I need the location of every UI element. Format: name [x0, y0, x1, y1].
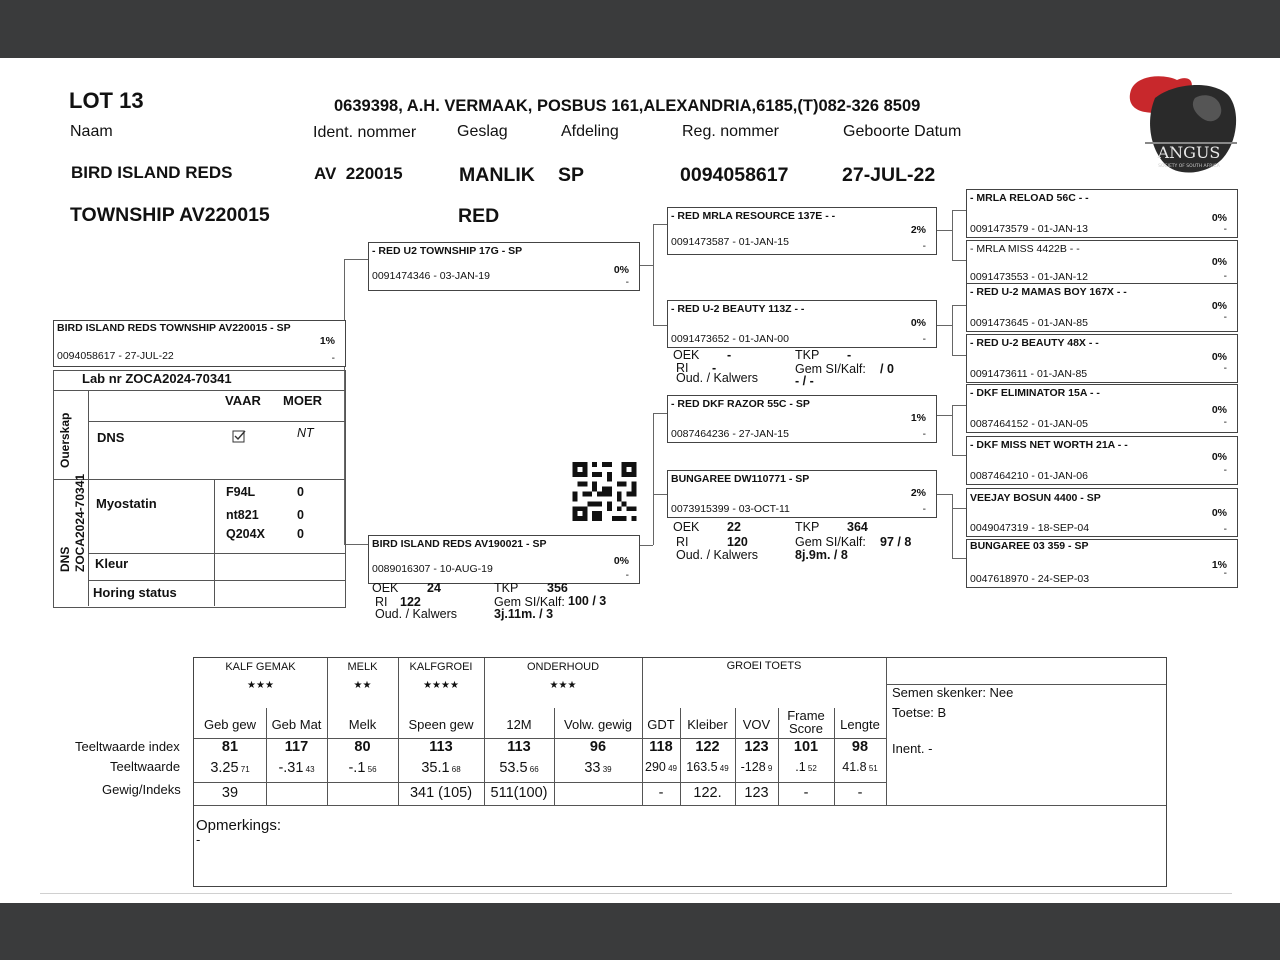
qr-code[interactable]: [572, 462, 637, 521]
connector: [344, 544, 369, 545]
pedigree-dss: [966, 384, 1238, 433]
semen-skenker: Semen skenker: Nee: [892, 685, 1014, 700]
ss-pct: 2%: [910, 224, 926, 236]
dns-moer-value: NT: [297, 426, 314, 440]
col-header: Speen gew: [408, 717, 474, 732]
sd-oud-value: - / -: [795, 374, 814, 388]
col-header: Frame Score: [787, 708, 825, 736]
group-groei: KALFGROEI: [409, 661, 473, 673]
col-divider: [886, 658, 887, 805]
subject-dash: -: [331, 353, 335, 364]
top-bar: [0, 0, 1280, 58]
pedigree-dds: [966, 488, 1238, 537]
row-divider: [194, 805, 1166, 806]
row-divider: [54, 390, 345, 391]
stars-groei: ★★★★: [423, 680, 459, 691]
tw-value: [398, 760, 484, 776]
tw-number: 33: [584, 760, 601, 776]
q204x-label: Q204X: [226, 527, 265, 541]
sire-dash: -: [625, 277, 629, 288]
afdeling-value: SP: [558, 164, 585, 186]
ebv-table: [193, 657, 1167, 887]
sd-tkp-label: TKP: [795, 348, 820, 362]
sd-oek-value: -: [727, 348, 732, 362]
connector: [952, 305, 953, 355]
dam-name: BIRD ISLAND REDS AV190021 - SP: [372, 538, 547, 550]
ddd-pct: 1%: [1211, 559, 1227, 571]
sss-reg: 0091473579 - 01-JAN-13: [970, 223, 1088, 235]
animal-name-line2: TOWNSHIP AV220015: [70, 204, 270, 226]
f94l-value: 0: [297, 485, 304, 499]
dd-ri-label: RI: [676, 535, 689, 549]
index-value: 113: [429, 739, 453, 755]
connector: [936, 325, 952, 326]
dds-name: VEEJAY BOSUN 4400 - SP: [970, 492, 1101, 504]
dss-name: - DKF ELIMINATOR 15A - -: [970, 387, 1100, 399]
dd-ri-value: 120: [727, 535, 748, 549]
connector: [952, 305, 966, 306]
dd-tkp-value: 364: [847, 520, 868, 534]
label-afdeling: Afdeling: [561, 123, 619, 140]
row-divider: [194, 782, 886, 783]
accuracy: 49: [717, 764, 729, 773]
ss-dash: -: [922, 241, 926, 252]
label-ident: Ident. nommer: [313, 124, 417, 141]
tw-value: [778, 760, 834, 774]
dss-dash: -: [1223, 417, 1227, 428]
dns-label: DNS: [97, 430, 125, 445]
index-value: 96: [589, 739, 607, 755]
sdd-reg: 0091473611 - 01-JAN-85: [970, 368, 1088, 380]
subject-name: BIRD ISLAND REDS TOWNSHIP AV220015 - SP: [57, 322, 291, 334]
bottom-bar: [0, 903, 1280, 960]
reg-number: 0094058617: [680, 164, 789, 186]
dss-pct: 0%: [1211, 404, 1227, 416]
dd-gem-value: 97 / 8: [880, 535, 912, 549]
ouerskap-label: Ouerskap: [58, 412, 72, 468]
pedigree-dsd: [966, 436, 1238, 485]
accuracy: 52: [805, 764, 817, 773]
accuracy: 68: [449, 765, 461, 774]
dam-pct: 0%: [613, 555, 629, 567]
dd-oud-value: 8j.9m. / 8: [795, 548, 848, 562]
dd-gem-label: Gem SI/Kalf:: [795, 535, 866, 549]
tw-number: 35.1: [421, 760, 450, 776]
tw-number: 163.5: [686, 760, 718, 774]
sire-reg: 0091474346 - 03-JAN-19: [372, 270, 490, 282]
sd-gem-value: / 0: [880, 362, 894, 376]
connector: [936, 415, 952, 416]
tw-number: -.1: [348, 760, 366, 776]
dam-oud-label: Oud. / Kalwers: [375, 607, 457, 621]
row-divider: [88, 553, 345, 554]
gew-value: 123: [744, 785, 769, 801]
pedigree-ss: [667, 207, 937, 255]
pedigree-ds: [667, 395, 937, 443]
group-onder: ONDERHOUD: [526, 661, 600, 673]
row-divider: [88, 421, 345, 422]
birth-date: 27-JUL-22: [842, 164, 936, 186]
col-divider: [214, 479, 215, 606]
group-kalf: KALF GEMAK: [225, 661, 296, 673]
ssd-dash: -: [1223, 271, 1227, 282]
inent: Inent. -: [892, 741, 933, 756]
tw-number: 3.25: [210, 760, 239, 776]
col-header: Geb Mat: [271, 717, 322, 732]
sss-dash: -: [1223, 224, 1227, 235]
checkbox-icon: [232, 429, 246, 443]
dam-ri-label: RI: [375, 595, 388, 609]
dam-reg: 0089016307 - 10-AUG-19: [372, 563, 493, 575]
ds-name: - RED DKF RAZOR 55C - SP: [671, 398, 810, 410]
gew-value: 39: [221, 785, 239, 801]
tw-number: -.31: [278, 760, 304, 776]
col-header: VOV: [742, 717, 771, 732]
lab-side-number: ZOCA2024-70341: [73, 473, 87, 572]
accuracy: 51: [866, 764, 878, 773]
f94l-label: F94L: [226, 485, 256, 499]
connector: [638, 545, 653, 546]
vaar-header: VAAR: [225, 393, 261, 408]
col-divider: [88, 390, 89, 606]
group-toets: GROEI TOETS: [726, 660, 802, 672]
ddd-reg: 0047618970 - 24-SEP-03: [970, 573, 1090, 585]
col-header: Lengte: [840, 717, 880, 732]
kleur-label: Kleur: [95, 556, 129, 571]
sss-name: - MRLA RELOAD 56C - -: [970, 192, 1089, 204]
sd-ri-value: -: [712, 361, 717, 375]
index-value: 98: [851, 739, 869, 755]
ds-dash: -: [922, 429, 926, 440]
connector: [638, 265, 653, 266]
gew-value: -: [658, 785, 664, 801]
tw-value: [735, 760, 778, 774]
index-value: 101: [793, 739, 819, 755]
ssd-reg: 0091473553 - 01-JAN-12: [970, 271, 1088, 283]
stars-onder: ★★★: [549, 680, 577, 691]
pedigree-sss: [966, 189, 1238, 238]
nt821-value: 0: [297, 508, 304, 522]
connector: [653, 413, 667, 414]
gew-value: -: [857, 785, 863, 801]
myostatin-label: Myostatin: [96, 496, 157, 511]
dd-oek-value: 22: [727, 520, 741, 534]
accuracy: 43: [303, 765, 315, 774]
connector: [936, 230, 952, 231]
accuracy: 9: [765, 764, 773, 773]
dd-pct: 2%: [910, 487, 926, 499]
col-header: Geb gew: [203, 717, 257, 732]
sds-reg: 0091473645 - 01-JAN-85: [970, 317, 1088, 329]
ddd-name: BUNGAREE 03 359 - SP: [970, 540, 1089, 552]
subject-reg: 0094058617 - 27-JUL-22: [57, 350, 174, 362]
dsd-pct: 0%: [1211, 451, 1227, 463]
dd-name: BUNGAREE DW110771 - SP: [671, 473, 810, 485]
col-header: Melk: [348, 717, 377, 732]
col-header: GDT: [647, 717, 675, 732]
dam-tkp-label: TKP: [494, 581, 519, 595]
connector: [344, 259, 369, 260]
index-value: 118: [649, 739, 673, 755]
gew-value: 511(100): [490, 785, 548, 801]
dds-reg: 0049047319 - 18-SEP-04: [970, 522, 1090, 534]
accuracy: 66: [527, 765, 539, 774]
label-naam: Naam: [70, 123, 113, 140]
row-label-gew: Gewig/Indeks: [102, 782, 181, 797]
dam-gem-label: Gem SI/Kalf:: [494, 595, 565, 609]
sd-name: - RED U-2 BEAUTY 113Z - -: [671, 303, 805, 315]
lab-panel: [53, 370, 346, 608]
accuracy: 71: [238, 765, 250, 774]
logo-text: ANGUS: [1157, 143, 1221, 162]
tw-value: [327, 760, 398, 776]
ss-name: - RED MRLA RESOURCE 137E - -: [671, 210, 836, 222]
geslag-value: MANLIK: [459, 164, 535, 186]
dds-dash: -: [1223, 524, 1227, 535]
ssd-pct: 0%: [1211, 256, 1227, 268]
gew-value: 341 (105): [409, 785, 473, 801]
col-header: Volw. gewig: [564, 717, 632, 732]
q204x-value: 0: [297, 527, 304, 541]
row-label-index: Teeltwaarde index: [75, 739, 180, 754]
tw-number: 41.8: [842, 760, 867, 774]
dd-oek-label: OEK: [673, 520, 700, 534]
dam-oud-value: 3j.11m. / 3: [494, 607, 554, 621]
index-value: 81: [221, 739, 239, 755]
pedigree-sd: [667, 300, 937, 348]
col-header: Kleiber: [687, 717, 728, 732]
horing-label: Horing status: [93, 585, 177, 600]
row-divider: [88, 580, 345, 581]
dds-pct: 0%: [1211, 507, 1227, 519]
ssd-name: - MRLA MISS 4422B - -: [970, 243, 1080, 255]
sd-gem-label: Gem SI/Kalf:: [795, 362, 866, 376]
sd-tkp-value: -: [847, 348, 852, 362]
ddd-dash: -: [1223, 568, 1227, 579]
connector: [952, 405, 953, 455]
label-geslag: Geslag: [457, 123, 508, 140]
connector: [653, 494, 667, 495]
lab-side-dns: DNS: [58, 546, 72, 572]
sdd-name: - RED U-2 BEAUTY 48X - -: [970, 337, 1099, 349]
connector: [952, 558, 966, 559]
sds-pct: 0%: [1211, 300, 1227, 312]
pedigree-sire: [368, 242, 640, 291]
sds-name: - RED U-2 MAMAS BOY 167X - -: [970, 286, 1127, 298]
toetse: Toetse: B: [892, 705, 947, 720]
connector: [952, 455, 966, 456]
connector: [653, 325, 667, 326]
pedigree-subject: [53, 320, 346, 367]
index-value: 113: [507, 739, 531, 755]
sd-oek-label: OEK: [673, 348, 700, 362]
tw-value: [484, 760, 554, 776]
pedigree-dam: [368, 535, 640, 584]
dam-oek-value: 24: [427, 581, 441, 595]
accuracy: 56: [365, 765, 377, 774]
dd-dash: -: [922, 504, 926, 515]
sdd-pct: 0%: [1211, 351, 1227, 363]
opmerkings-value: -: [196, 832, 201, 847]
sdd-dash: -: [1223, 363, 1227, 374]
connector: [952, 494, 953, 508]
connector: [952, 508, 953, 558]
sd-ri-label: RI: [676, 361, 689, 375]
gew-value: 122.: [693, 785, 722, 801]
connector: [936, 494, 952, 495]
kleur-value: RED: [458, 205, 500, 227]
subject-pct: 1%: [319, 335, 335, 347]
index-value: 123: [744, 739, 769, 755]
stars-melk: ★★: [353, 680, 372, 691]
dd-reg: 0073915399 - 03-OCT-11: [671, 503, 790, 515]
separator: [40, 893, 1232, 894]
group-melk: MELK: [347, 661, 378, 673]
sire-pct: 0%: [613, 264, 629, 276]
col-header: 12M: [506, 717, 532, 732]
dam-gem-value: 100 / 3: [568, 594, 607, 608]
lab-number: Lab nr ZOCA2024-70341: [82, 371, 232, 386]
sd-dash: -: [922, 334, 926, 345]
dam-tkp-value: 356: [547, 581, 568, 595]
dam-oek-label: OEK: [372, 581, 399, 595]
gew-value: -: [803, 785, 809, 801]
ds-reg: 0087464236 - 27-JAN-15: [671, 428, 789, 440]
dsd-dash: -: [1223, 465, 1227, 476]
row-divider: [54, 479, 345, 480]
pedigree-sds: [966, 283, 1238, 332]
sd-reg: 0091473652 - 01-JAN-00: [671, 333, 789, 345]
index-value: 80: [354, 739, 371, 755]
angus-logo: [1125, 72, 1240, 182]
tw-number: .1: [795, 760, 806, 774]
tw-value: [834, 760, 886, 774]
dsd-name: - DKF MISS NET WORTH 21A - -: [970, 439, 1128, 451]
connector: [952, 210, 953, 260]
accuracy: 39: [600, 765, 612, 774]
ident-number: AV 220015: [314, 164, 403, 183]
sd-oud-label: Oud. / Kalwers: [676, 371, 758, 385]
moer-header: MOER: [283, 393, 322, 408]
connector: [653, 224, 654, 325]
pedigree-ssd: [966, 240, 1238, 285]
ss-reg: 0091473587 - 01-JAN-15: [671, 236, 789, 248]
index-value: 117: [284, 739, 309, 755]
row-label-tw: Teeltwaarde: [110, 759, 181, 774]
opmerkings-label: Opmerkings:: [196, 817, 282, 834]
tw-number: 53.5: [499, 760, 528, 776]
accuracy: 49: [665, 764, 677, 773]
nt821-label: nt821: [226, 508, 259, 522]
dsd-reg: 0087464210 - 01-JAN-06: [970, 470, 1088, 482]
connector: [653, 494, 654, 545]
sss-pct: 0%: [1211, 212, 1227, 224]
label-geboorte: Geboorte Datum: [843, 123, 962, 140]
index-value: 122: [695, 739, 720, 755]
tw-number: -128: [740, 760, 766, 774]
connector: [952, 210, 966, 211]
lot-number: LOT 13: [69, 88, 144, 113]
stars-kalf: ★★★: [247, 680, 274, 691]
connector: [952, 508, 966, 509]
label-reg: Reg. nommer: [682, 123, 779, 140]
dd-tkp-label: TKP: [795, 520, 820, 534]
ds-pct: 1%: [910, 412, 926, 424]
tw-value: [554, 760, 642, 776]
dd-oud-label: Oud. / Kalwers: [676, 548, 758, 562]
connector: [653, 224, 667, 225]
dam-ri-value: 122: [400, 595, 421, 609]
pedigree-sdd: [966, 334, 1238, 383]
connector: [952, 405, 966, 406]
pedigree-dd: [667, 470, 937, 518]
sd-pct: 0%: [910, 317, 926, 329]
animal-name-line1: BIRD ISLAND REDS: [71, 163, 233, 182]
tw-value: [642, 760, 680, 774]
sds-dash: -: [1223, 312, 1227, 323]
tw-number: 290: [645, 760, 666, 774]
owner-info: 0639398, A.H. VERMAAK, POSBUS 161,ALEXANDRIA,6185,(T)082-326 8509: [334, 97, 921, 115]
logo-subtext: SOCIETY OF SOUTH AFRICA: [1158, 164, 1220, 169]
sire-name: - RED U2 TOWNSHIP 17G - SP: [372, 245, 523, 257]
connector: [952, 355, 966, 356]
connector: [952, 260, 966, 261]
tw-value: [266, 760, 327, 776]
dss-reg: 0087464152 - 01-JAN-05: [970, 418, 1088, 430]
tw-value: [194, 760, 266, 776]
tw-value: [680, 760, 735, 774]
pedigree-ddd: [966, 539, 1238, 588]
dam-dash: -: [625, 570, 629, 581]
connector: [653, 413, 654, 494]
